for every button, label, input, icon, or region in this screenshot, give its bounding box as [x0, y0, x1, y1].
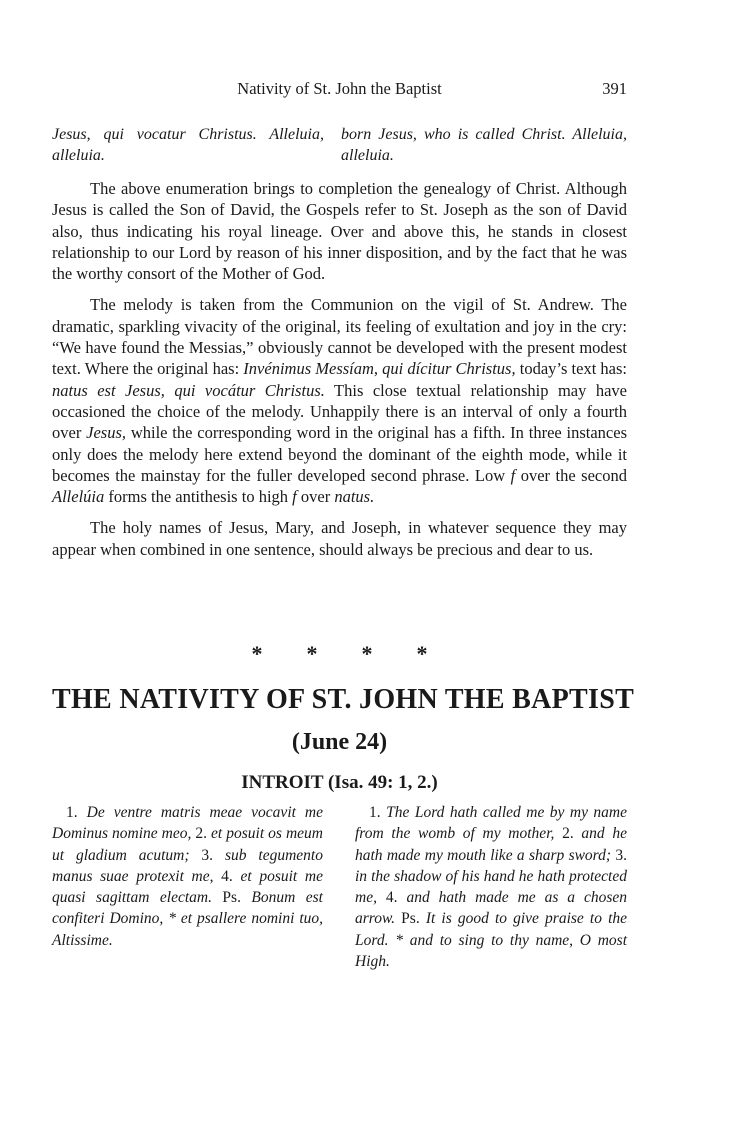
chapter-title: THE NATIVITY OF ST. JOHN THE BAPTIST [52, 684, 635, 715]
introit-latin [52, 802, 323, 972]
english-text: The Lord hath called me by my name from the womb of my mother, [355, 804, 628, 843]
introit-text [52, 802, 627, 972]
verse-number: 2. [191, 825, 212, 843]
latin-quote: Invénimus Messíam, qui dícitur Christus, [243, 359, 516, 379]
latin-quote: natus est Jesus, qui vocátur Christus. [52, 380, 325, 400]
english-text: and he hath made my mouth like a sharp sword; [355, 825, 628, 864]
asterisk-icon: * [416, 641, 428, 666]
english-text: and hath made me as a chosen arrow. [355, 889, 628, 928]
latin-text: Bonum est confiteri Domino, * et psallere nomini tuo, Altissime. [52, 889, 323, 949]
italic-note: f [510, 465, 516, 485]
english-text: It is good to give praise to the Lord. * and to sing to thy name, O most High. [355, 910, 627, 971]
text-run: The melody is taken from the Communion on the vigil of St. Andrew. The dramatic, sparkling vivacity of the original, its feeling of exultation and joy in the cry: “We have found the Messias,” obviously cannot be developed with the present modest text. Where the original has: [52, 295, 627, 379]
verse-number: 4. [213, 867, 241, 885]
introit-label: INTROIT [241, 772, 324, 793]
paragraph-melody [52, 294, 627, 507]
running-head [52, 79, 627, 101]
italic-word: Jesus, [86, 423, 127, 443]
text-run: over the second [515, 465, 628, 485]
italic-note: f [292, 487, 297, 507]
paragraph-holy-names: The holy names of Jesus, Mary, and Joseph, in whatever sequence they may appear when combined in one sentence, should always be precious and dear to us. [52, 518, 627, 559]
text-run: over [296, 487, 335, 507]
verse-latin: Jesus, qui vocatur Christus. Alleluia, alleluia. [52, 126, 324, 164]
verse-number: 3. [611, 846, 627, 864]
psalm-marker: Ps. [211, 889, 252, 907]
asterisk-icon: * [251, 641, 263, 666]
running-title: Nativity of St. John the Baptist [237, 79, 442, 98]
latin-text: et posuit os meum ut gladium acutum; [52, 825, 324, 864]
verse-number: 1. [66, 804, 87, 821]
paragraph-genealogy: The above enumeration brings to completion the genealogy of Christ. Although Jesus is called the Son of David, the Gospels refer to St. Joseph as the son of David also, thus indicating his royal lineage. Over and above this, he stands in closest relationship to our Lord by reason of his inner disposition, and by the fact that he was the worthy consort of the Mother of God. [52, 179, 627, 284]
latin-text: sub tegumento manus suae protexit me, [52, 846, 323, 885]
verse-number: 1. [369, 804, 387, 821]
verse-continuation [52, 124, 627, 166]
verse-number: 4. [376, 889, 407, 907]
chapter-date: (June 24) [291, 729, 388, 755]
latin-text: et posuit me quasi sagittam electam. [52, 867, 323, 907]
page-number: 391 [602, 79, 627, 98]
text-run: while the corresponding word in the original has a fifth. In three instances only does the melody here extend beyond the dominant of the eighth mode, while it becomes the mainstay for the fuller developed second phrase. Low [52, 423, 628, 485]
english-text: in the shadow of his hand he hath protected me, [355, 867, 627, 907]
italic-word: Allelúia [52, 487, 105, 507]
verse-english: born Jesus, who is called Christ. Alleluia, alleluia. [341, 126, 627, 164]
text-run: This close textual relationship may have occasioned the choice of the melody. Unhappily there is an interval of only a fourth over [52, 380, 628, 443]
verse-number: 3. [189, 846, 225, 864]
verse-number: 2. [554, 825, 582, 843]
text-run: today’s text has: [515, 359, 628, 379]
introit-heading [52, 772, 627, 794]
latin-text: De ventre matris meae vocavit me Dominus nomine meo, [52, 804, 323, 843]
text-run: forms the antithesis to high [104, 487, 293, 507]
section-break-ornament [52, 641, 627, 667]
asterisk-icon: * [306, 641, 318, 666]
commentary [52, 178, 627, 570]
introit-english [355, 802, 627, 972]
psalm-marker: Ps. [395, 910, 426, 928]
asterisk-icon: * [361, 641, 373, 666]
italic-word: natus. [334, 487, 375, 507]
scripture-reference: (Isa. 49: 1, 2.) [327, 772, 438, 793]
